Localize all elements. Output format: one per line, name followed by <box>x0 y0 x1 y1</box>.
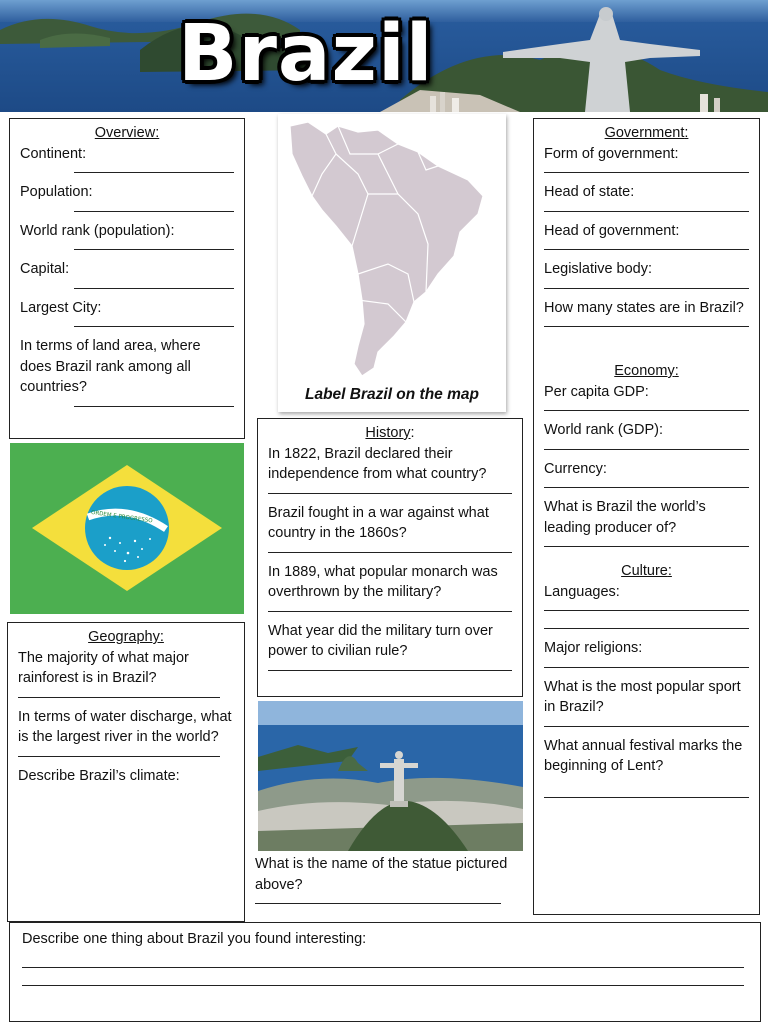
answer-line[interactable] <box>22 968 744 986</box>
history-heading: History: <box>365 425 415 441</box>
geography-question: Describe Brazil’s climate: <box>18 767 180 784</box>
christ-the-redeemer-photo <box>258 701 523 851</box>
answer-line[interactable] <box>268 544 512 553</box>
answer-line[interactable] <box>544 659 749 668</box>
history-question: In 1822, Brazil declared their independence from what country? <box>268 445 487 482</box>
answer-line[interactable] <box>544 718 749 727</box>
government-question: How many states are in Brazil? <box>544 299 744 316</box>
title-banner <box>0 0 768 112</box>
answer-line[interactable] <box>268 603 512 612</box>
overview-question: Continent: <box>20 145 87 162</box>
history-question: Brazil fought in a war against what country in the 1860s? <box>268 504 489 541</box>
interesting-fact-section <box>9 922 761 1022</box>
answer-line[interactable] <box>22 950 744 968</box>
economy-question: World rank (GDP): <box>544 422 663 438</box>
government-heading: Government: <box>604 125 689 141</box>
history-heading-text: History <box>365 425 411 441</box>
overview-question: In terms of land area, where does Brazil rank among all countries? <box>20 338 201 395</box>
government-question: Form of government: <box>544 145 679 162</box>
overview-question: World rank (population): <box>20 222 175 239</box>
map-image <box>278 114 506 384</box>
overview-question: Capital: <box>20 261 70 277</box>
answer-line[interactable] <box>74 164 234 173</box>
south-america-map <box>278 114 506 412</box>
overview-heading: Overview: <box>94 125 160 141</box>
answer-line[interactable] <box>18 689 220 698</box>
answer-line[interactable] <box>544 789 749 798</box>
economy-question: Currency: <box>544 460 607 477</box>
economy-question: Per capita GDP: <box>544 383 649 400</box>
history-section <box>257 418 523 697</box>
culture-question: What is the most popular sport in Brazil? <box>544 678 741 715</box>
history-question: What year did the military turn over power to civilian rule? <box>268 622 493 659</box>
culture-heading: Culture: <box>621 563 672 579</box>
overview-question: Largest City: <box>20 299 102 316</box>
answer-line[interactable] <box>268 485 512 494</box>
economy-question: What is Brazil the world’s leading producer of? <box>544 499 706 536</box>
geography-heading: Geography: <box>88 629 164 645</box>
flag-motto: ORDEM E PROGRESSO <box>90 509 153 525</box>
government-heading-text: Government <box>604 125 685 141</box>
culture-question: What annual festival marks the beginning of Lent? <box>544 737 743 774</box>
answer-line[interactable] <box>544 602 749 611</box>
answer-line[interactable] <box>74 241 234 250</box>
answer-line[interactable] <box>18 748 220 757</box>
answer-line[interactable] <box>544 479 749 488</box>
history-question: In 1889, what popular monarch was overthrown by the military? <box>268 563 498 600</box>
economy-heading: Economy: <box>614 363 679 379</box>
geography-question: In terms of water discharge, what is the largest river in the world? <box>18 708 232 745</box>
statue-question: What is the name of the statue pictured above? <box>255 856 508 893</box>
answer-line[interactable] <box>544 441 749 450</box>
answer-line[interactable] <box>544 203 749 212</box>
page-title: Brazil <box>178 9 434 99</box>
geography-section <box>7 622 245 922</box>
government-economy-culture-section <box>533 118 760 915</box>
overview-section <box>9 118 245 439</box>
answer-line[interactable] <box>544 318 749 327</box>
answer-line[interactable] <box>74 398 234 407</box>
interesting-fact-prompt: Describe one thing about Brazil you found interesting: <box>22 931 367 947</box>
statue-photo-image <box>258 701 523 851</box>
overview-question: Population: <box>20 184 93 200</box>
government-question: Head of state: <box>544 184 635 200</box>
economy-heading-text: Economy <box>614 363 675 379</box>
geography-question: The majority of what major rainforest is in Brazil? <box>18 649 189 686</box>
culture-question: Major religions: <box>544 640 643 656</box>
answer-line[interactable] <box>544 241 749 250</box>
answer-line[interactable] <box>74 203 234 212</box>
answer-line[interactable] <box>544 402 749 411</box>
answer-line[interactable] <box>544 538 749 547</box>
answer-line[interactable] <box>544 280 749 289</box>
map-caption: Label Brazil on the map <box>305 386 479 403</box>
culture-heading-text: Culture <box>621 563 668 579</box>
answer-line[interactable] <box>74 280 234 289</box>
answer-line[interactable] <box>255 895 501 904</box>
answer-line[interactable] <box>544 164 749 173</box>
brazil-flag <box>10 443 244 614</box>
statue-question-block <box>255 854 521 913</box>
government-question: Legislative body: <box>544 261 653 277</box>
flag-image <box>10 443 244 614</box>
government-question: Head of government: <box>544 222 680 239</box>
answer-line[interactable] <box>544 620 749 629</box>
answer-line[interactable] <box>268 662 512 671</box>
culture-question: Languages: <box>544 583 620 600</box>
answer-line[interactable] <box>74 318 234 327</box>
